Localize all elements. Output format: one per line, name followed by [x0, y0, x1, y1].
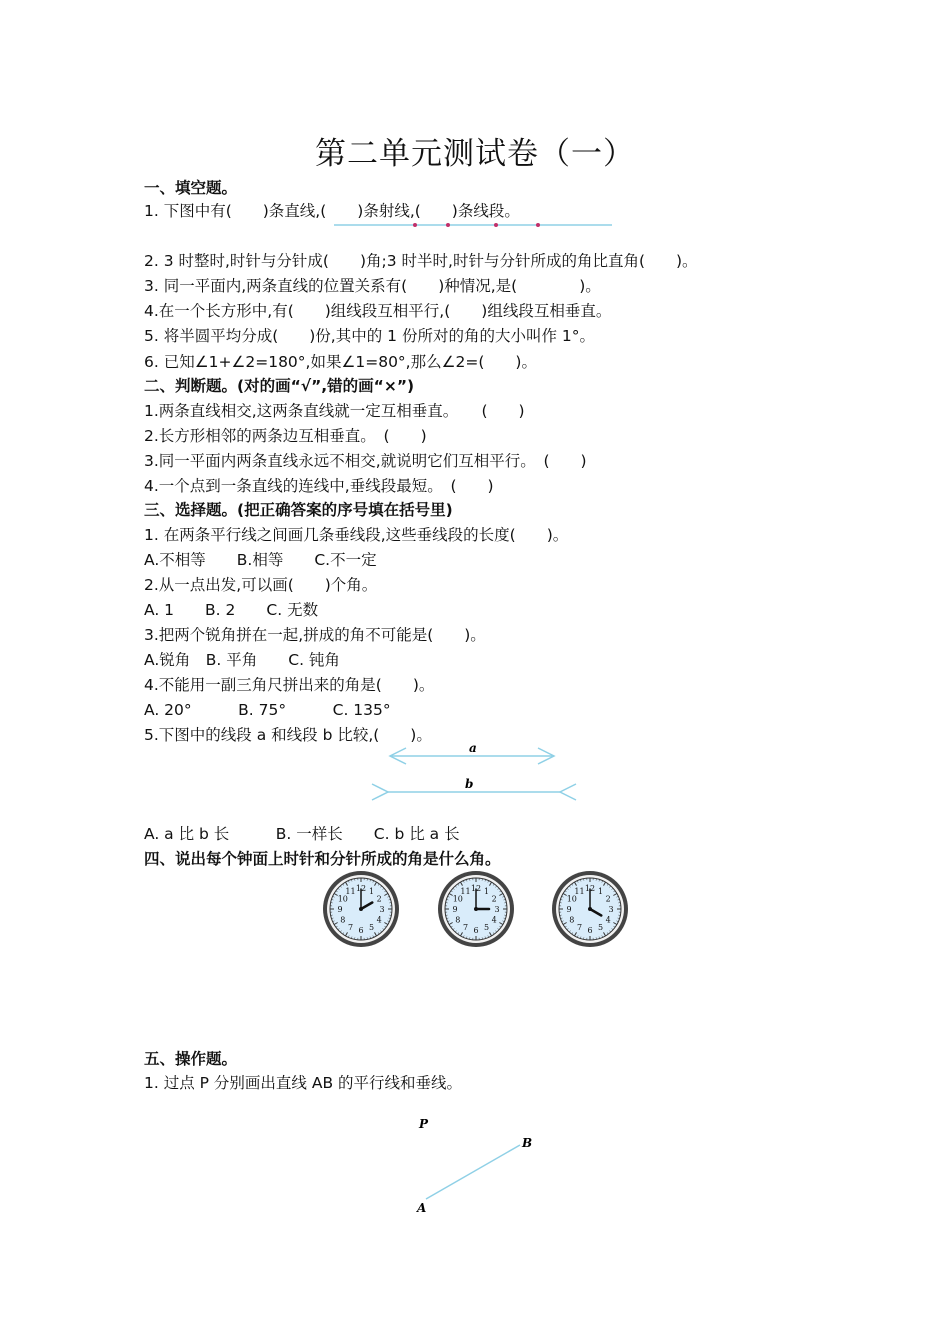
segments-figure [368, 740, 584, 804]
clock-number: 10 [566, 894, 577, 904]
segment-a-label: a [469, 741, 477, 755]
point-b-label: B [522, 1136, 533, 1150]
clock-number: 9 [452, 905, 458, 914]
fill-q6: 6. 已知∠1+∠2=180°,如果∠1=80°,那么∠2=( )。 [144, 353, 537, 371]
clock-number: 2 [376, 894, 382, 904]
clock-number: 1 [483, 886, 490, 896]
fill-q1: 1. 下图中有( )条直线,( )条射线,( )条线段。 [144, 202, 520, 220]
clock-number: 2 [605, 894, 611, 904]
clock-number: 9 [566, 905, 572, 914]
clock-face [550, 869, 630, 949]
section-3-heading: 三、选择题。(把正确答案的序号填在括号里) [144, 501, 453, 519]
clock-number: 8 [340, 915, 346, 925]
clock-number: 11 [574, 886, 585, 896]
lines-figure [334, 218, 614, 232]
choice-q5: 5.下图中的线段 a 和线段 b 比较,( )。 [144, 726, 432, 744]
clock-number: 11 [460, 886, 471, 896]
segment-b-left-end [372, 784, 388, 800]
clock-number: 6 [473, 926, 479, 935]
figure-dot [446, 223, 450, 227]
line-ab-figure [410, 1110, 540, 1220]
fill-q5: 5. 将半圆平均分成( )份,其中的 1 份所对的角的大小叫作 1°。 [144, 327, 595, 345]
judge-q4: 4.一个点到一条直线的连线中,垂线段最短。 ( ) [144, 477, 494, 495]
figure-dot [413, 223, 417, 227]
clock-number: 3 [379, 905, 385, 914]
clock-number: 4 [491, 915, 497, 925]
section-4-heading: 四、说出每个钟面上时针和分针所成的角是什么角。 [144, 850, 501, 868]
clock-number: 1 [368, 886, 375, 896]
choice-q2-options: A. 1 B. 2 C. 无数 [144, 601, 319, 619]
fill-q2: 2. 3 时整时,时针与分针成( )角;3 时半时,时针与分针所成的角比直角( )。 [144, 252, 698, 270]
clock-number: 6 [358, 926, 364, 935]
clock-number: 12 [355, 884, 367, 893]
clock-number: 10 [452, 894, 463, 904]
choice-q3-options: A.锐角 B. 平角 C. 钝角 [144, 651, 340, 669]
line-ab [426, 1145, 520, 1199]
section-5-heading: 五、操作题。 [144, 1050, 238, 1068]
clock-face [321, 869, 401, 949]
clock-center [359, 907, 363, 911]
clock-number: 4 [605, 915, 611, 925]
point-p-label: P [419, 1117, 429, 1131]
clock-number: 12 [470, 884, 482, 893]
clock-number: 1 [597, 886, 604, 896]
clock-number: 2 [491, 894, 497, 904]
clock-number: 3 [608, 905, 614, 914]
choice-q2: 2.从一点出发,可以画( )个角。 [144, 576, 378, 594]
operation-q1: 1. 过点 P 分别画出直线 AB 的平行线和垂线。 [144, 1074, 463, 1092]
segment-b-label: b [465, 777, 474, 791]
choice-q1-options: A.不相等 B.相等 C.不一定 [144, 551, 377, 569]
choice-q1: 1. 在两条平行线之间画几条垂线段,这些垂线段的长度( )。 [144, 526, 569, 544]
fill-q4: 4.在一个长方形中,有( )组线段互相平行,( )组线段互相垂直。 [144, 302, 612, 320]
choice-q5-options: A. a 比 b 长 B. 一样长 C. b 比 a 长 [144, 825, 460, 843]
choice-q4-options: A. 20° B. 75° C. 135° [144, 701, 391, 719]
clock-number: 5 [368, 923, 375, 933]
section-1-heading: 一、填空题。 [144, 179, 238, 197]
segment-b-right-end [560, 784, 576, 800]
clock-number: 5 [597, 923, 604, 933]
clock-number: 10 [337, 894, 348, 904]
fill-q3: 3. 同一平面内,两条直线的位置关系有( )种情况,是( )。 [144, 277, 601, 295]
clock-number: 11 [345, 886, 356, 896]
clock-number: 9 [337, 905, 343, 914]
clock-number: 5 [483, 923, 490, 933]
point-a-label: A [417, 1201, 427, 1215]
clock-number: 7 [347, 923, 354, 933]
choice-q4: 4.不能用一副三角尺拼出来的角是( )。 [144, 676, 435, 694]
clock-number: 8 [569, 915, 575, 925]
section-2-heading: 二、判断题。(对的画“√”,错的画“×”) [144, 377, 415, 395]
clock-number: 7 [576, 923, 583, 933]
page-title: 第二单元测试卷（一） [315, 136, 635, 172]
figure-dot [536, 223, 540, 227]
clock-number: 7 [462, 923, 469, 933]
figure-dot [494, 223, 498, 227]
clock-center [588, 907, 592, 911]
judge-q3: 3.同一平面内两条直线永远不相交,就说明它们互相平行。 ( ) [144, 452, 587, 470]
judge-q2: 2.长方形相邻的两条边互相垂直。 ( ) [144, 427, 427, 445]
clock-center [474, 907, 478, 911]
clock-number: 12 [584, 884, 596, 893]
choice-q3: 3.把两个锐角拼在一起,拼成的角不可能是( )。 [144, 626, 486, 644]
clock-number: 8 [455, 915, 461, 925]
clock-face [436, 869, 516, 949]
clock-number: 6 [587, 926, 593, 935]
clock-number: 3 [494, 905, 500, 914]
clock-number: 4 [376, 915, 382, 925]
judge-q1: 1.两条直线相交,这两条直线就一定互相垂直。 ( ) [144, 402, 525, 420]
